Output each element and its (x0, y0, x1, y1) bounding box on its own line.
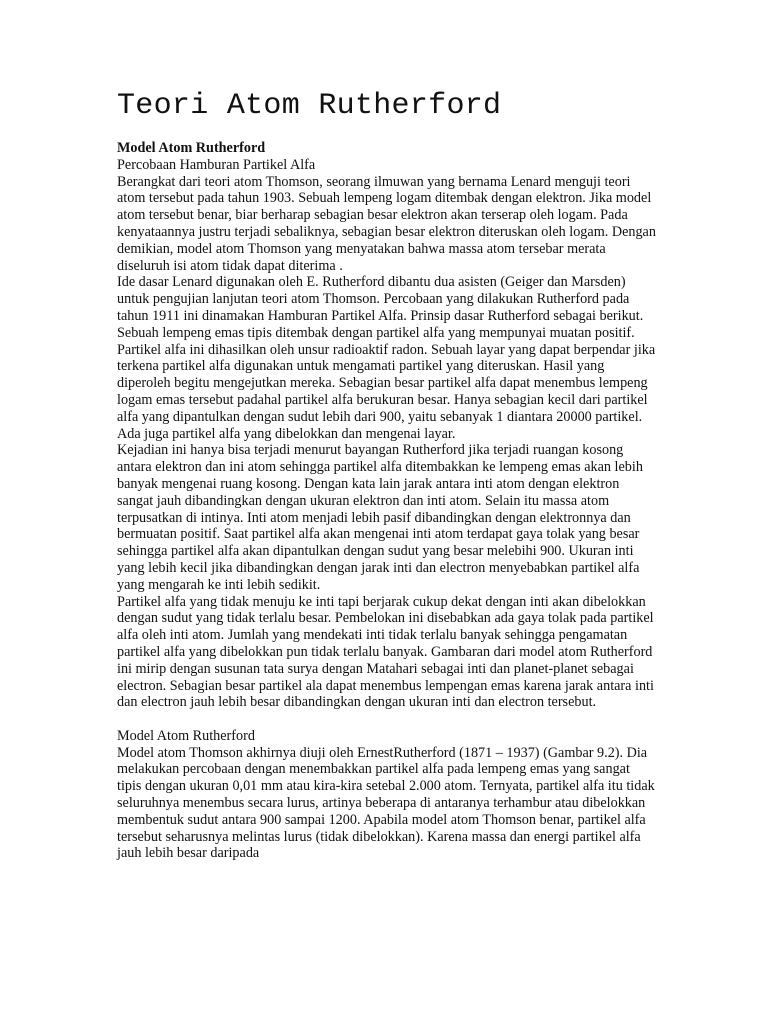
paragraph-3: Kejadian ini hanya bisa terjadi menurut bayangan Rutherford jika terjadi ruangan kosong antara elektron dan ini atom sehingga partikel alfa ditembakkan ke lempeng emas akan lebih banyak mengenai ruang kosong. Dengan kata lain jarak antara inti atom dengan elektron sangat jauh dibandingkan dengan ukuran elektron dan inti atom. Selain itu massa atom terpusatkan di intinya. Inti atom menjadi lebih pasif dibandingkan dengan elektronnya dan bermuatan positif. Saat partikel alfa akan mengenai inti atom terdapat gaya tolak yang besar sehingga partikel alfa akan dipantulkan dengan sudut yang besar melebihi 900. Ukuran inti yang lebih kecil jika dibandingkan dengan jarak inti dan electron menyebabkan partikel alfa yang mengarah ke inti lebih sedikit. (117, 442, 643, 593)
paragraph-spacer (117, 711, 657, 728)
document-title: Teori Atom Rutherford (117, 89, 502, 123)
paragraph-1: Berangkat dari teori atom Thomson, seorang ilmuwan yang bernama Lenard menguji teori atom tersebut pada tahun 1903. Sebuah lempeng logam ditembak dengan elektron. Jika model atom tersebut benar, biar berharap sebagian besar elektron akan terserap oleh logam. Pada kenyataannya justru terjadi sebaliknya, sebagian besar elektron diteruskan oleh logam. Dengan demikian, model atom Thomson yang menyatakan bahwa massa atom tersebar merata diseluruh isi atom tidak dapat diterima . (117, 173, 656, 274)
paragraph-5: Model atom Thomson akhirnya diuji oleh ErnestRutherford (1871 – 1937) (Gambar 9.2). Dia melakukan percobaan dengan menembakkan partikel alfa pada lempeng emas yang sangat tipis dengan ukuran 0,01 mm atau kira-kira setebal 2.000 atom. Ternyata, partikel alfa itu tidak seluruhnya menembus secara lurus, artinya beberapa di antaranya terhambur atau dibelokkan membentuk sudut antara 900 sampai 1200. Apabila model atom Thomson benar, partikel alfa tersebut seharusnya melintas lurus (tidak dibelokkan). Karena massa dan energi partikel alfa jauh lebih besar daripada (117, 744, 655, 862)
document-body (117, 140, 657, 862)
section-subheading: Percobaan Hamburan Partikel Alfa (117, 156, 316, 173)
paragraph-2: Ide dasar Lenard digunakan oleh E. Rutherford dibantu dua asisten (Geiger dan Marsden) untuk pengujian lanjutan teori atom Thomson. Percobaan yang dilakukan Rutherford pada tahun 1911 ini dinamakan Hamburan Partikel Alfa. Prinsip dasar Rutherford sebagai berikut. Sebuah lempeng emas tipis ditembak dengan partikel alfa yang mempunyai muatan positif. Partikel alfa ini dihasilkan oleh unsur radioaktif radon. Sebuah layar yang dapat berpendar jika terkena partikel alfa digunakan untuk mengamati partikel yang diteruskan. Hasil yang diperoleh begitu mengejutkan mereka. Sebagian besar partikel alfa dapat menembus lempeng logam emas tersebut padahal partikel alfa berukuran besar. Hanya sebagian kecil dari partikel alfa yang dipantulkan dengan sudut lebih dari 900, yaitu sebanyak 1 diantara 20000 partikel. Ada juga partikel alfa yang dibelokkan dan mengenai layar. (117, 274, 656, 442)
section-heading: Model Atom Rutherford (117, 140, 266, 156)
document-page (117, 88, 657, 862)
second-heading: Model Atom Rutherford (117, 727, 255, 744)
paragraph-4: Partikel alfa yang tidak menuju ke inti tapi berjarak cukup dekat dengan inti akan dibelokkan dengan sudut yang tidak terlalu besar. Pembelokan ini disebabkan ada gaya tolak pada partikel alfa oleh inti atom. Jumlah yang mendekati inti tidak terlalu banyak sehingga pengamatan partikel alfa yang dibelokkan pun tidak terlalu banyak. Gambaran dari model atom Rutherford ini mirip dengan susunan tata surya dengan Matahari sebagai inti dan planet-planet sebagai electron. Sebagian besar partikel ala dapat menembus lempengan emas karena jarak antara inti dan electron jauh lebih besar dibandingkan dengan ukuran inti dan electron tersebut. (117, 593, 654, 711)
